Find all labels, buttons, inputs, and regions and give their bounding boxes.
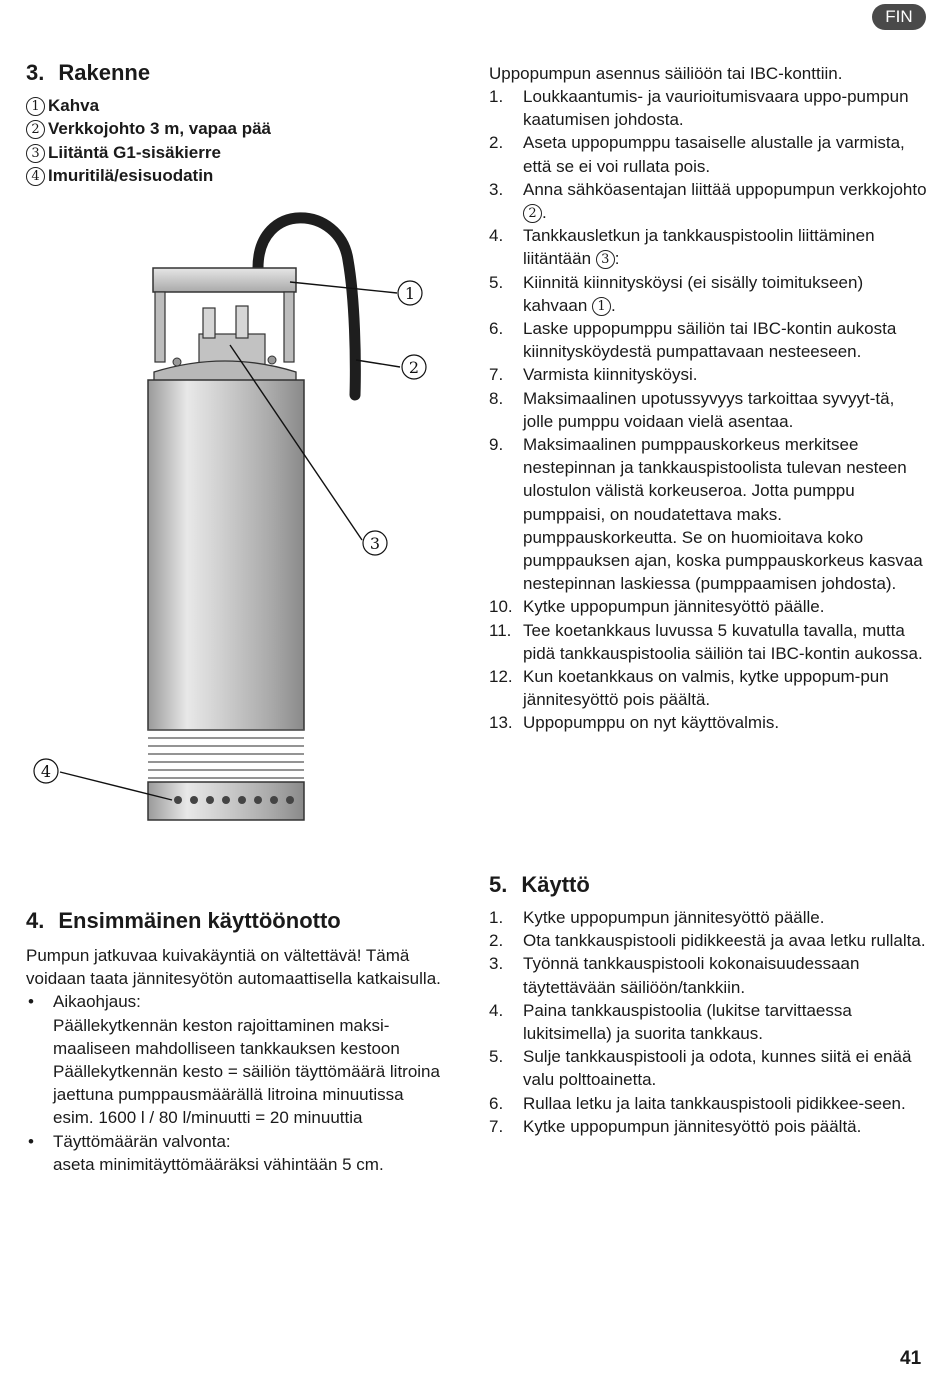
bullet-line: Päällekytkennän keston rajoittaminen maksi-maaliseen mahdolliseen tankkauksen kestoon xyxy=(53,1015,400,1058)
step-text: Maksimaalinen pumppauskorkeus merkitsee nestepinnan ja tankkauspistoolista tulevan nesteen ulostulon välistä korkeuseroa. Jotta pumppu pumppaisi, on noudatettava maks. pumppauskorkeutta. Se on huomioitava koko pumppauksen ajan, koska pumppauskorkeus kasvaa nestepinnan laskiessa (pumppaamisen johdosta). xyxy=(523,435,923,594)
step-text: Kiinnitä kiinnitysköysi (ei sisälly toimitukseen) kahvaan xyxy=(523,272,864,315)
section-title: Ensimmäinen käyttöönotto xyxy=(58,908,341,933)
step-text: Kun koetankkaus on valmis, kytke uppopum-pun jännitesyöttö pois päältä. xyxy=(523,667,889,710)
handle xyxy=(153,268,296,292)
section-number: 4. xyxy=(26,908,45,933)
step-number: 12. xyxy=(489,667,513,687)
legend-label: Kahva xyxy=(48,96,100,115)
bullet-line: aseta minimitäyttömääräksi vähintään 5 cm. xyxy=(53,1154,384,1174)
pump-illustration xyxy=(0,0,480,840)
step-text: Loukkaantumis- ja vaurioitumisvaara uppo-pumpun kaatumisen johdosta. xyxy=(523,87,909,130)
callout-marker: 3 xyxy=(596,250,615,269)
step-number: 3. xyxy=(489,954,504,974)
step-number: 11. xyxy=(489,620,512,640)
bullet-item xyxy=(26,990,456,1129)
list-item xyxy=(489,433,929,595)
step-text: Tankkausletkun ja tankkauspistoolin liittäminen liitäntään xyxy=(523,226,875,269)
step-text: Kytke uppopumpun jännitesyöttö päälle. xyxy=(523,597,825,617)
step-punct: : xyxy=(614,249,620,269)
section-4-heading xyxy=(26,908,341,934)
step-number: 7. xyxy=(489,1116,504,1136)
step-text: Varmista kiinnitysköysi. xyxy=(523,365,698,385)
list-item xyxy=(489,665,929,711)
step-number: 7. xyxy=(489,365,504,385)
step-number: 10. xyxy=(489,597,513,617)
list-item xyxy=(489,387,929,433)
step-text: Kytke uppopumpun jännitesyöttö päälle. xyxy=(523,908,825,927)
step-number: 5. xyxy=(489,272,504,292)
bullet-label: Aikaohjaus: xyxy=(53,992,141,1012)
step-number: 9. xyxy=(489,435,504,455)
callout-label: 1 xyxy=(404,284,416,303)
legend-label: Liitäntä G1-sisäkierre xyxy=(48,142,221,162)
pump-body xyxy=(148,380,304,730)
install-steps xyxy=(489,85,929,735)
step-number: 8. xyxy=(489,388,504,408)
list-item xyxy=(489,906,929,929)
bullet-line: Päällekytkennän kesto = säiliön täyttömäärä litroina jaettuna pumppausmäärällä litroina minuutissa xyxy=(53,1062,440,1105)
step-text: Tee koetankkaus luvussa 5 kuvatulla tavalla, mutta pidä tankkauspistoolia säiliön tai IBC-kontin aukossa. xyxy=(523,620,923,663)
bullet-line: esim. 1600 l / 80 l/minuutti = 20 minuuttia xyxy=(53,1108,363,1128)
bullet-glyph: • xyxy=(28,992,34,1012)
list-item xyxy=(489,619,929,665)
callout-label: 3 xyxy=(369,534,381,553)
step-number: 1. xyxy=(489,87,504,106)
list-item xyxy=(489,952,929,998)
list-item xyxy=(489,1045,929,1091)
step-number: 2. xyxy=(489,931,504,951)
bullet-glyph: • xyxy=(28,1131,34,1151)
usage-steps xyxy=(489,906,929,1138)
list-item xyxy=(489,595,929,618)
list-item xyxy=(489,999,929,1045)
callout-marker: 1 xyxy=(26,97,45,116)
step-text: Rullaa letku ja laita tankkauspistooli pidikkee-seen. xyxy=(523,1093,906,1113)
list-item xyxy=(489,85,929,131)
list-item xyxy=(489,711,929,734)
step-number: 1. xyxy=(489,908,504,927)
step-text: Työnnä tankkauspistooli kokonaisuudessaan täytettävään säiliöön/tankkiin. xyxy=(523,954,860,997)
callout-marker: 4 xyxy=(26,167,45,186)
list-item xyxy=(489,929,929,952)
step-text: Uppopumppu on nyt käyttövalmis. xyxy=(523,713,780,733)
thread-rings xyxy=(148,730,304,778)
list-item xyxy=(489,363,929,386)
legend-label: Verkkojohto 3 m, vapaa pää xyxy=(48,119,271,139)
step-text: Anna sähköasentajan liittää uppopumpun verkkojohto xyxy=(523,179,927,199)
list-item xyxy=(489,317,929,363)
bullet-label: Täyttömäärän valvonta: xyxy=(53,1131,231,1151)
intro-text: Pumpun jatkuvaa kuivakäyntiä on vältettävä! Tämä voidaan taata jännitesyötön automaattisella katkaisulla. xyxy=(26,946,441,989)
section-number: 5. xyxy=(489,872,508,897)
section-5-heading xyxy=(489,872,590,898)
step-text: Paina tankkauspistoolia (lukitse tarvittaessa lukitsimella) ja suorita tankkaus. xyxy=(523,1000,852,1044)
list-item xyxy=(489,271,929,317)
list-item xyxy=(489,1115,929,1138)
step-number: 13. xyxy=(489,713,513,733)
page-number: 41 xyxy=(900,1348,922,1369)
callout-label: 2 xyxy=(408,358,420,377)
callout-marker: 2 xyxy=(26,120,45,139)
step-text: Maksimaalinen upotussyvyys tarkoittaa syvyyt-tä, jolle pumppu voidaan vielä asentaa. xyxy=(523,388,895,431)
step-number: 5. xyxy=(489,1047,504,1067)
step-number: 2. xyxy=(489,133,504,153)
legend-label: Imuritilä/esisuodatin xyxy=(48,165,214,185)
step-text: Ota tankkauspistooli pidikkeestä ja avaa letku rullalta. xyxy=(523,931,926,951)
step-text: Kytke uppopumpun jännitesyöttö pois päältä. xyxy=(523,1116,862,1136)
list-item xyxy=(489,224,929,270)
list-item xyxy=(489,178,929,224)
step-punct: . xyxy=(611,295,616,315)
install-intro: Uppopumpun asennus säiliöön tai IBC-konttiin. xyxy=(489,64,843,83)
step-text: Sulje tankkauspistooli ja odota, kunnes siitä ei enää valu polttoainetta. xyxy=(523,1047,912,1090)
step-punct: . xyxy=(542,203,547,223)
callout-marker: 2 xyxy=(523,204,542,223)
callout-marker: 1 xyxy=(592,297,611,316)
step-text: Laske uppopumppu säiliön tai IBC-kontin aukosta kiinnitysköydestä pumpattavaan nesteeseen. xyxy=(523,319,897,362)
section-title: Rakenne xyxy=(58,60,151,85)
section-number: 3. xyxy=(26,60,45,85)
step-number: 6. xyxy=(489,319,504,339)
section-4-body xyxy=(26,944,456,1176)
bullet-item xyxy=(26,1130,456,1176)
step-number: 4. xyxy=(489,226,504,246)
step-number: 4. xyxy=(489,1000,504,1020)
step-number: 6. xyxy=(489,1093,504,1113)
callout-marker: 3 xyxy=(26,144,45,163)
section-title: Käyttö xyxy=(521,872,590,897)
language-badge: FIN xyxy=(872,4,926,30)
list-item xyxy=(489,131,929,177)
step-text: Aseta uppopumppu tasaiselle alustalle ja varmista, että se ei voi rullata pois. xyxy=(523,133,905,176)
callout-label: 4 xyxy=(40,762,52,781)
list-item xyxy=(489,1092,929,1115)
step-number: 3. xyxy=(489,179,504,199)
